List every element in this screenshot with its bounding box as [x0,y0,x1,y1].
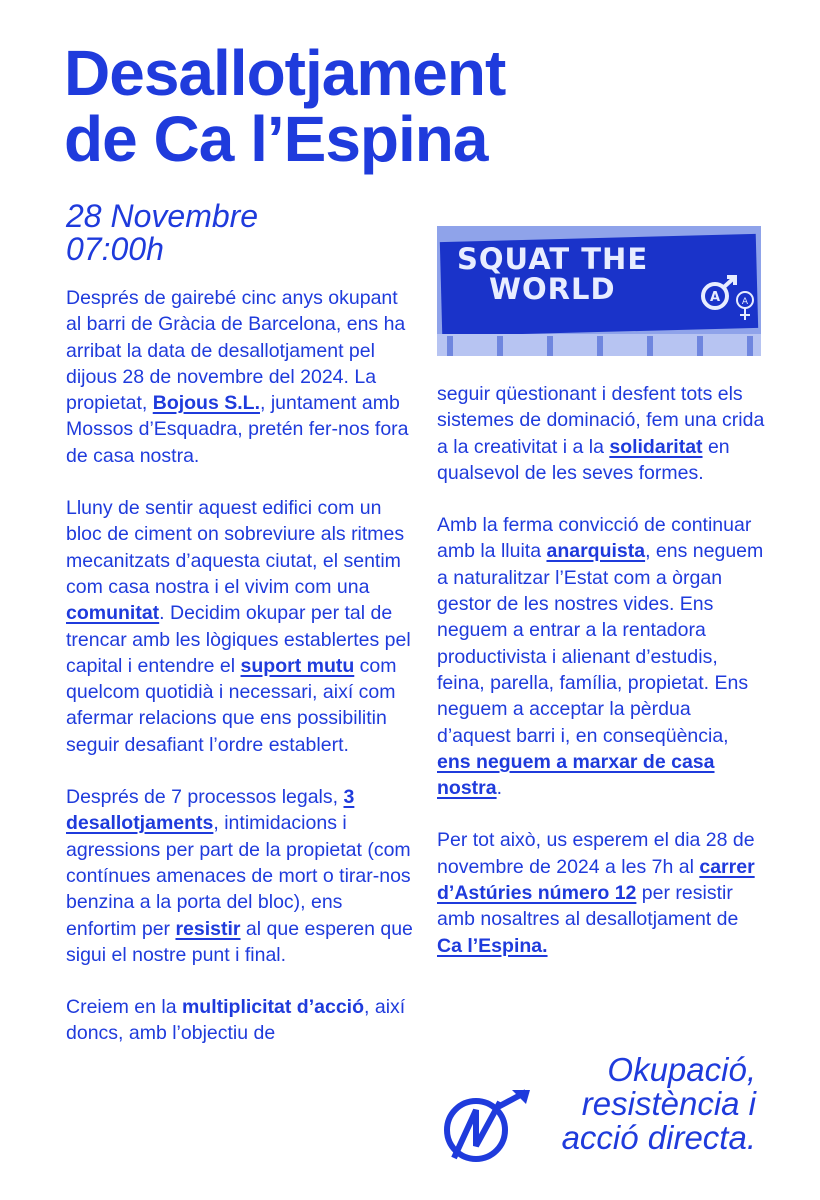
left-column [66,285,416,1073]
highlight-ca-lespina: Ca l’Espina. [437,934,548,957]
svg-text:A: A [741,297,749,307]
anarcha-queer-icon [733,286,757,326]
highlight-ens-neguem: ens neguem a marxar de casa nostra [437,750,715,800]
right-column [437,381,767,985]
highlight-desallotjaments: 3 desallotjaments [66,786,355,835]
squat-symbol-icon [440,1088,532,1164]
paragraph-community: Lluny de sentir aquest edifici com un bloc de ciment on sobreviure als ritmes mecanitzats d’aquesta ciutat, el sentim com casa nostra i el vivim com una comunitat. Decidim okupar per tal de trencar amb les lògiques establertes pel capital i entendre el suport mutu com quelcom quotidià i necessari, així com afermar relacions que ens possibilitin seguir desafiant l’ordre establert. [66,497,411,756]
event-datetime [66,200,258,266]
event-time: 07:00h [66,231,164,267]
banner-railing [437,334,761,356]
paragraph-resistance: Després de 7 processos legals, 3 desallotjaments, intimidacions i agressions per part de la propietat (com contínues amenaces de mort o tirar-nos benzina a la porta del bloc), ens enfortim per resistir al que esperen que sigui el nostre punt i final. [66,786,413,966]
banner-line-2: WORLD [489,272,616,306]
highlight-address: carrer d’Astúries número 12 [437,855,755,905]
slogan [562,1053,756,1155]
svg-text:A: A [709,290,721,305]
slogan-line-3: acció directa. [561,1119,756,1156]
title-line-2: de Ca l’Espina [64,103,488,175]
paragraph-anarchist: Amb la ferma convicció de continuar amb la lluita anarquista, ens neguem a naturalitzar l’Estat com a òrgan gestor de les nostres vides. Ens neguem a entrar a la rentadora productivista i alienant d’estudis, feina, parella, família, propietat. Ens neguem a acceptar la pèrdua d’aquest barri i, en conseqüència, ens neguem a marxar de casa nostra. [437,514,764,800]
paragraph-solidarity: seguir qüestionant i desfent tots els sistemes de dominació, fem una crida a la creativitat i a la solidaritat en qualsevol de les seves formes. [437,383,765,484]
highlight-comunitat: comunitat [66,602,160,625]
title-line-1: Desallotjament [64,37,506,109]
highlight-solidaritat: solidaritat [609,435,703,458]
banner-text [457,244,648,304]
banner-line-1: SQUAT THE [457,242,649,276]
banner-photo [437,226,761,356]
paragraph-multiplicity: Creiem en la multiplicitat d’acció, així doncs, amb l’objectiu de [66,996,406,1045]
highlight-suport-mutu: suport mutu [240,654,355,677]
highlight-anarquista: anarquista [546,540,646,563]
highlight-resistir: resistir [175,917,241,940]
highlight-multiplicitat: multiplicitat d’acció [181,996,365,1019]
page-title [64,37,506,175]
slogan-line-2: resistència i [581,1085,756,1122]
event-date: 28 Novembre [66,198,259,234]
owner-name: Bojous S.L. [152,392,260,415]
slogan-line-1: Okupació, [607,1051,756,1088]
paragraph-call-to-action: Per tot això, us esperem el dia 28 de novembre de 2024 a les 7h al carrer d’Astúries número 12 per resistir amb nosaltres al desallotjament de Ca l’Espina. [437,829,755,957]
paragraph-intro: Després de gairebé cinc anys okupant al barri de Gràcia de Barcelona, ens ha arribat la data de desallotjament pel dijous 28 de novembre del 2024. La propietat, Bojous S.L., juntament amb Mossos d’Esquadra, pretén fer-nos fora de casa nostra. [66,287,409,467]
